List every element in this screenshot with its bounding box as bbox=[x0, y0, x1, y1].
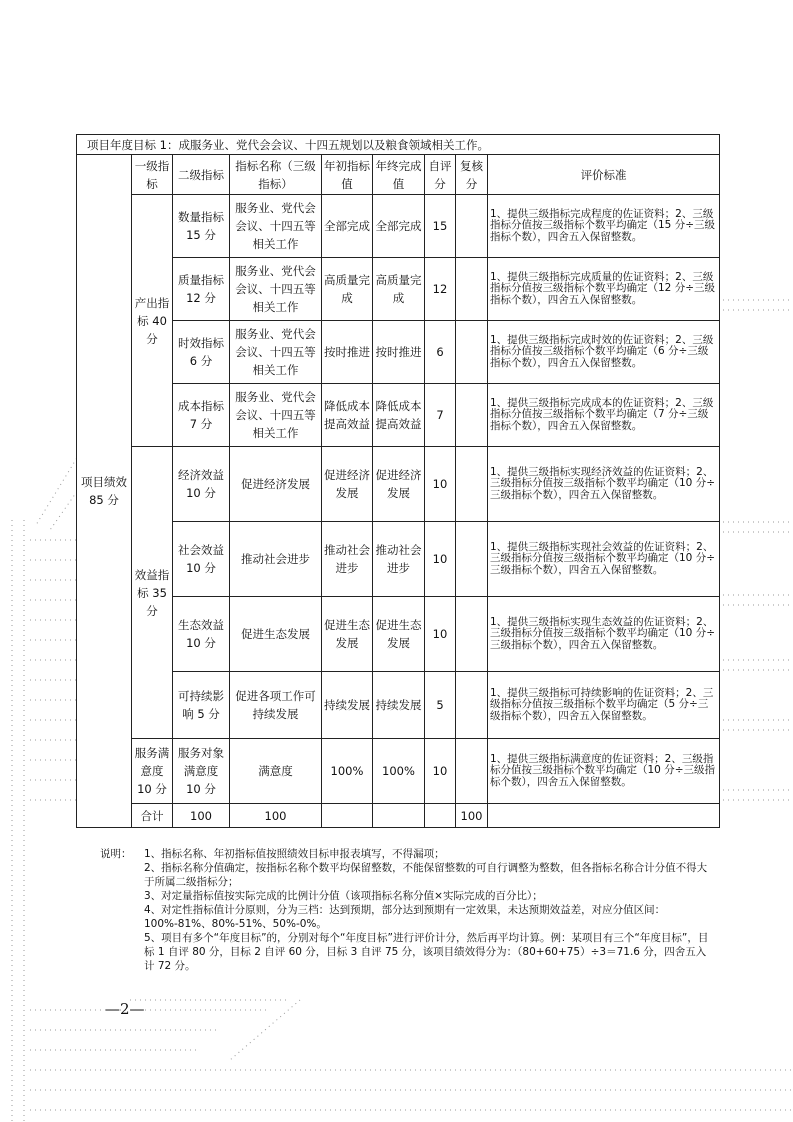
indicator-name-cell: 服务业、党代会会议、十四五等相关工作 bbox=[230, 258, 322, 321]
note-line bbox=[100, 931, 710, 973]
output-indicator-group: 产出指标 40 分 bbox=[132, 195, 173, 447]
project-performance-label: 项目绩效 85 分 bbox=[77, 155, 132, 828]
table-row bbox=[77, 384, 720, 447]
note-text: 2、指标名称分值确定，按指标名称个数平均保留整数，不能保留整数的可自行调整为整数，但各指标名称合计分值不得大于所属二级指标分； bbox=[144, 862, 708, 888]
header-level2: 二级指标 bbox=[173, 155, 230, 195]
review-score-cell bbox=[456, 597, 488, 672]
note-heading bbox=[100, 861, 144, 889]
final-value-cell: 高质量完成 bbox=[373, 258, 425, 321]
indicator-name-cell: 促进各项工作可持续发展 bbox=[230, 672, 322, 739]
review-score-cell bbox=[456, 384, 488, 447]
indicator-name-cell: 促进经济发展 bbox=[230, 447, 322, 522]
indicator-name-cell: 满意度 bbox=[230, 739, 322, 804]
level2-cell: 经济效益 10 分 bbox=[173, 447, 230, 522]
note-heading bbox=[100, 889, 144, 903]
initial-value-cell: 全部完成 bbox=[322, 195, 373, 258]
note-heading bbox=[100, 931, 144, 973]
level2-cell: 时效指标 6 分 bbox=[173, 321, 230, 384]
level2-cell: 质量指标 12 分 bbox=[173, 258, 230, 321]
header-indicator-name: 指标名称（三级指标） bbox=[230, 155, 322, 195]
note-line bbox=[100, 903, 710, 931]
initial-value-cell: 100% bbox=[322, 739, 373, 804]
final-value-cell: 按时推进 bbox=[373, 321, 425, 384]
initial-value-cell: 持续发展 bbox=[322, 672, 373, 739]
table-row bbox=[77, 195, 720, 258]
note-heading bbox=[100, 903, 144, 931]
initial-value-cell: 降低成本提高效益 bbox=[322, 384, 373, 447]
criteria-cell: 1、提供三级指标完成质量的佐证资料；2、三级指标分值按三级指标个数平均确定（12 分÷三级指标个数），四舍五入保留整数。 bbox=[488, 258, 720, 321]
final-value-cell: 促进生态发展 bbox=[373, 597, 425, 672]
header-criteria: 评价标准 bbox=[488, 155, 720, 195]
level2-cell: 社会效益 10 分 bbox=[173, 522, 230, 597]
self-score-cell: 6 bbox=[425, 321, 456, 384]
self-score-cell: 10 bbox=[425, 597, 456, 672]
self-score-cell: 12 bbox=[425, 258, 456, 321]
note-line bbox=[100, 847, 710, 861]
final-value-cell: 持续发展 bbox=[373, 672, 425, 739]
final-value-cell: 降低成本提高效益 bbox=[373, 384, 425, 447]
level2-cell: 生态效益 10 分 bbox=[173, 597, 230, 672]
criteria-cell: 1、提供三级指标实现生态效益的佐证资料；2、三级指标分值按三级指标个数平均确定（10 分÷三级指标个数），四舍五入保留整数。 bbox=[488, 597, 720, 672]
final-value-cell: 促进经济发展 bbox=[373, 447, 425, 522]
total-empty bbox=[373, 804, 425, 828]
review-score-cell bbox=[456, 672, 488, 739]
effect-indicator-group: 效益指标 35 分 bbox=[132, 447, 173, 739]
header-self-score: 自评分 bbox=[425, 155, 456, 195]
final-value-cell: 100% bbox=[373, 739, 425, 804]
indicator-name-cell: 服务业、党代会会议、十四五等相关工作 bbox=[230, 321, 322, 384]
review-score-cell bbox=[456, 321, 488, 384]
note-text: 3、对定量指标值按实际完成的比例计分值（该项指标名称分值×实际完成的百分比）； bbox=[144, 890, 543, 902]
level2-cell: 数量指标 15 分 bbox=[173, 195, 230, 258]
self-score-cell: 7 bbox=[425, 384, 456, 447]
indicator-name-cell: 推动社会进步 bbox=[230, 522, 322, 597]
satisfaction-indicator-group: 服务满意度 10 分 bbox=[132, 739, 173, 804]
note-line bbox=[100, 861, 710, 889]
note-heading: 说明： bbox=[100, 848, 132, 860]
self-score-cell: 5 bbox=[425, 672, 456, 739]
level2-cell: 可持续影响 5 分 bbox=[173, 672, 230, 739]
table-row bbox=[77, 739, 720, 804]
level2-cell: 服务对象满意度 10 分 bbox=[173, 739, 230, 804]
self-score-cell: 10 bbox=[425, 739, 456, 804]
table-row bbox=[77, 321, 720, 384]
notes-section bbox=[100, 847, 710, 973]
review-score-cell bbox=[456, 447, 488, 522]
initial-value-cell: 高质量完成 bbox=[322, 258, 373, 321]
note-line bbox=[100, 889, 710, 903]
criteria-cell: 1、提供三级指标完成时效的佐证资料；2、三级指标分值按三级指标个数平均确定（6 分÷三级指标个数），四舍五入保留整数。 bbox=[488, 321, 720, 384]
initial-value-cell: 促进生态发展 bbox=[322, 597, 373, 672]
final-value-cell: 推动社会进步 bbox=[373, 522, 425, 597]
criteria-cell: 1、提供三级指标实现社会效益的佐证资料；2、三级指标分值按三级指标个数平均确定（10 分÷三级指标个数），四舍五入保留整数。 bbox=[488, 522, 720, 597]
self-score-cell: 10 bbox=[425, 447, 456, 522]
total-empty bbox=[425, 804, 456, 828]
level2-cell: 成本指标 7 分 bbox=[173, 384, 230, 447]
header-level1: 一级指标 bbox=[132, 155, 173, 195]
criteria-cell: 1、提供三级指标满意度的佐证资料；2、三级指标分值按三级指标个数平均确定（10 分÷三级指标个数），四舍五入保留整数。 bbox=[488, 739, 720, 804]
total-row bbox=[77, 804, 720, 828]
performance-evaluation-table bbox=[76, 134, 720, 828]
header-final-value: 年终完成值 bbox=[373, 155, 425, 195]
initial-value-cell: 按时推进 bbox=[322, 321, 373, 384]
indicator-name-cell: 服务业、党代会会议、十四五等相关工作 bbox=[230, 195, 322, 258]
indicator-name-cell: 促进生态发展 bbox=[230, 597, 322, 672]
header-initial-value: 年初指标值 bbox=[322, 155, 373, 195]
review-score-cell bbox=[456, 195, 488, 258]
criteria-cell: 1、提供三级指标完成程度的佐证资料；2、三级指标分值按三级指标个数平均确定（15 分÷三级指标个数），四舍五入保留整数。 bbox=[488, 195, 720, 258]
table-title-row bbox=[77, 135, 720, 155]
self-score-cell: 15 bbox=[425, 195, 456, 258]
table-row bbox=[77, 258, 720, 321]
criteria-cell: 1、提供三级指标可持续影响的佐证资料；2、三级指标分值按三级指标个数平均确定（5 分÷三级指标个数），四舍五入保留整数。 bbox=[488, 672, 720, 739]
criteria-cell: 1、提供三级指标实现经济效益的佐证资料；2、三级指标分值按三级指标个数平均确定（10 分÷三级指标个数），四舍五入保留整数。 bbox=[488, 447, 720, 522]
initial-value-cell: 促进经济发展 bbox=[322, 447, 373, 522]
criteria-cell: 1、提供三级指标完成成本的佐证资料；2、三级指标分值按三级指标个数平均确定（7 分÷三级指标个数），四舍五入保留整数。 bbox=[488, 384, 720, 447]
review-score-cell bbox=[456, 258, 488, 321]
total-empty bbox=[322, 804, 373, 828]
total-self-score: 100 bbox=[456, 804, 488, 828]
total-level1: 100 bbox=[173, 804, 230, 828]
total-label: 合计 bbox=[132, 804, 173, 828]
annual-goal-title: 项目年度目标 1：成服务业、党代会会议、十四五规划以及粮食领域相关工作。 bbox=[77, 135, 720, 155]
total-empty bbox=[488, 804, 720, 828]
final-value-cell: 全部完成 bbox=[373, 195, 425, 258]
review-score-cell bbox=[456, 522, 488, 597]
indicator-name-cell: 服务业、党代会会议、十四五等相关工作 bbox=[230, 384, 322, 447]
table-row bbox=[77, 522, 720, 597]
table-row bbox=[77, 597, 720, 672]
total-level2: 100 bbox=[230, 804, 322, 828]
review-score-cell bbox=[456, 739, 488, 804]
table-row bbox=[77, 672, 720, 739]
note-text: 1、指标名称、年初指标值按照绩效目标申报表填写，不得漏项； bbox=[144, 848, 445, 860]
page-number: —2— bbox=[105, 1000, 145, 1018]
initial-value-cell: 推动社会进步 bbox=[322, 522, 373, 597]
note-text: 5、项目有多个“年度目标”的，分别对每个“年度目标”进行评价计分，然后再平均计算。例：某项目有三个“年度目标”，目标 1 自评 80 分，目标 2 自评 60 分，目标 3 自评 75 分，该项目绩效得分为：（80+60+75）÷3＝71.6 分，四舍五入计 72 分。 bbox=[144, 932, 709, 972]
note-text: 4、对定性指标值计分原则，分为三档：达到预期，部分达到预期有一定效果，未达预期效益差，对应分值区间：100%-81%、80%-51%、50%-0%。 bbox=[144, 904, 666, 930]
self-score-cell: 10 bbox=[425, 522, 456, 597]
header-review-score: 复核分 bbox=[456, 155, 488, 195]
table-row bbox=[77, 447, 720, 522]
table-header-row bbox=[77, 155, 720, 195]
